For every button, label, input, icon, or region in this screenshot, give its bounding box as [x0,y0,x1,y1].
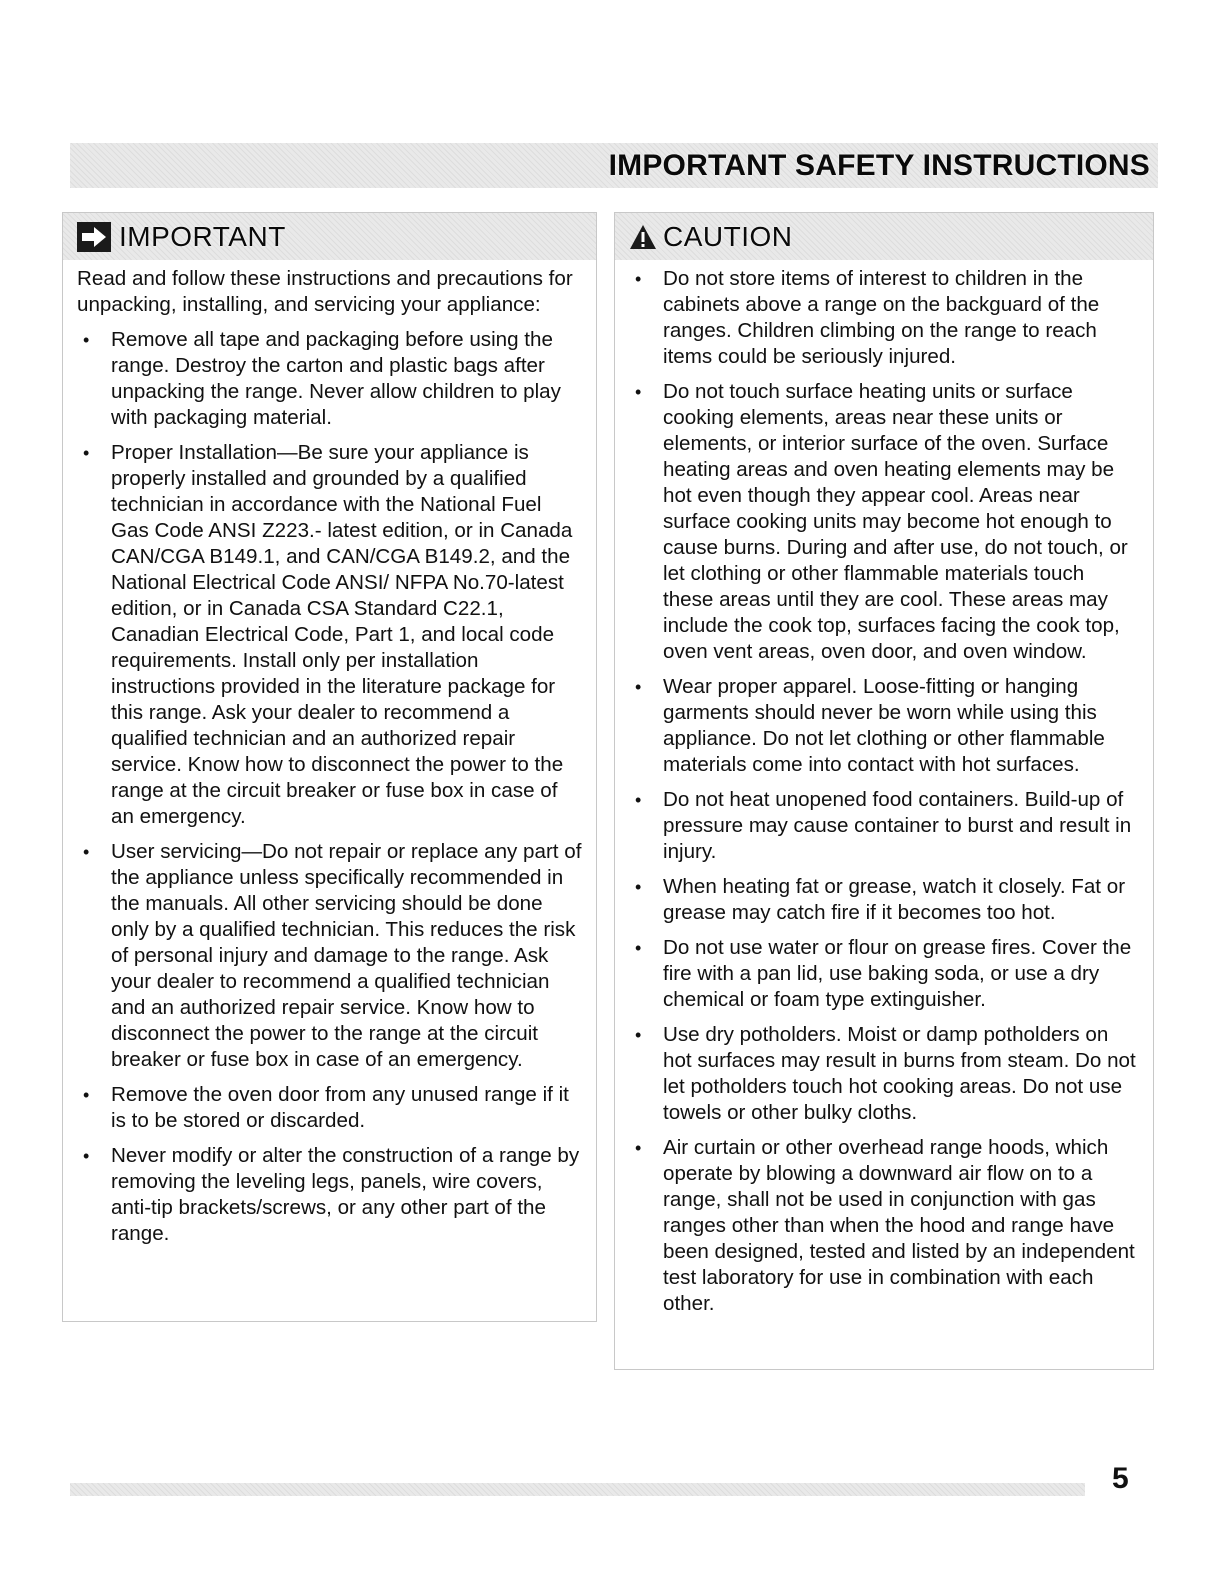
list-item: • Remove the oven door from any unused range if it is to be stored or discarded. [77,1082,582,1134]
header-band [70,143,1158,188]
footer-band [70,1483,1085,1496]
important-header [63,213,596,260]
list-item: • Do not touch surface heating units or surface cooking elements, areas near these units or elements, or interior surface of the oven. Surface heating areas and oven heating elements may be hot even though they appear cool. Areas near surface cooking units may become hot enough to cause burns. During and after use, do not touch, or let clothing or other flammable materials touch these areas until they are cool. These areas may include the cook top, surfaces facing the cook top, oven vent areas, oven door, and oven window. [629,379,1139,665]
warning-triangle-icon [629,224,657,250]
list-item: • Do not use water or flour on grease fires. Cover the fire with a pan lid, use baking soda, or use a dry chemical or foam type extinguisher. [629,935,1139,1013]
list-item: • Use dry potholders. Moist or damp potholders on hot surfaces may result in burns from steam. Do not let potholders touch hot cooking areas. Do not use towels or other bulky cloths. [629,1022,1139,1126]
list-item: • Do not heat unopened food containers. Build-up of pressure may cause container to burst and result in injury. [629,787,1139,865]
important-list [77,327,582,1247]
page-title: IMPORTANT SAFETY INSTRUCTIONS [608,148,1150,182]
list-item: • Proper Installation—Be sure your appliance is properly installed and grounded by a qualified technician in accordance with the National Fuel Gas Code ANSI Z223.- latest edition, or in Canada CAN/CGA B149.1, and CAN/CGA B149.2, and the National Electrical Code ANSI/ NFPA No.70-latest edition, or in Canada CSA Standard C22.1, Canadian Electrical Code, Part 1, and local code requirements. Install only per installation instructions provided in the literature package for this range. Ask your dealer to recommend a qualified technician and an authorized repair service. Know how to disconnect the power to the range at the circuit breaker or fuse box in case of an emergency. [77,440,582,830]
caution-body [615,260,1153,1369]
page-number: 5 [1112,1462,1129,1495]
list-item: • Do not store items of interest to children in the cabinets above a range on the backguard of the ranges. Children climbing on the range to reach items could be seriously injured. [629,266,1139,370]
important-intro: Read and follow these instructions and precautions for unpacking, installing, and servicing your appliance: [77,267,573,316]
list-item: • Never modify or alter the construction of a range by removing the leveling legs, panels, wire covers, anti-tip brackets/screws, or any other part of the range. [77,1143,582,1247]
caution-title: CAUTION [663,220,793,252]
list-item: • Remove all tape and packaging before using the range. Destroy the carton and plastic bags after unpacking the range. Never allow children to play with packaging material. [77,327,582,431]
list-item: • When heating fat or grease, watch it closely. Fat or grease may catch fire if it becomes too hot. [629,874,1139,926]
list-item: • Air curtain or other overhead range hoods, which operate by blowing a downward air flow on to a range, shall not be used in conjunction with gas ranges other than when the hood and range have been designed, tested and listed by an independent test laboratory for use in combination with each other. [629,1135,1139,1317]
arrow-right-icon [77,222,111,252]
important-title: IMPORTANT [119,220,286,252]
list-item: • User servicing—Do not repair or replace any part of the appliance unless specifically recommended in the manuals. All other servicing should be done only by a qualified technician. This reduces the risk of personal injury and damage to the range. Ask your dealer to recommend a qualified technician and an authorized repair service. Know how to disconnect the power to the range at the circuit breaker or fuse box in case of an emergency. [77,839,582,1073]
important-box [62,212,597,1322]
caution-box [614,212,1154,1370]
important-body [63,260,596,1321]
caution-header [615,213,1153,260]
list-item: • Wear proper apparel. Loose-fitting or hanging garments should never be worn while using this appliance. Do not let clothing or other flammable materials come into contact with hot surfaces. [629,674,1139,778]
caution-list [629,266,1139,1317]
